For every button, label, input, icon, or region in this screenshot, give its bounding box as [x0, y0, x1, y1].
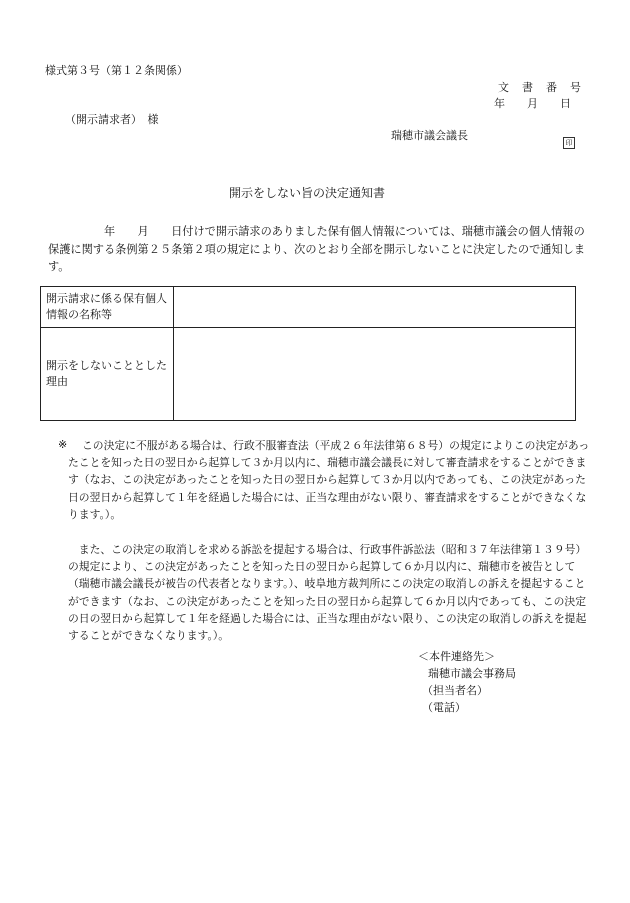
- seal-icon: 印: [563, 137, 575, 149]
- contact-phone: （電話）: [422, 701, 466, 714]
- intro-paragraph: 年 月 日付けで開示請求のありました保有個人情報については、瑞穂市議会の個人情報の保護に関する条例第２５条第２項の規定により、次のとおり全部を開示しないことに決定したので通知します。: [48, 225, 586, 273]
- table-value-reason: [174, 328, 576, 421]
- table-label-info-name: 開示請求に係る保有個人情報の名称等: [41, 287, 174, 328]
- contact-person: （担当者名）: [422, 684, 488, 697]
- seal-mark: [563, 130, 575, 149]
- table-row: [41, 287, 576, 328]
- note-paragraph-appeal: この決定に不服がある場合は、行政不服審査法（平成２６年法律第６８号）の規定によりこの決定があったことを知った日の翌日から起算して３か月以内に、瑞穂市議会議長に対して審査請求をすることができます（なお、この決定があったことを知った日の翌日から起算して３か月以内であっても、この決定があった日の翌日から起算して１年を経過した場合には、正当な理由がない限り、審査請求をすることができなくなります。）。: [68, 439, 590, 521]
- form-number: 様式第３号（第１２条関係）: [45, 64, 188, 77]
- date-label: 年 月 日: [494, 97, 571, 110]
- table-value-info-name: [174, 287, 576, 328]
- note-paragraph-lawsuit: また、この決定の取消しを求める訴訟を提起する場合は、行政事件訴訟法（昭和３７年法律第１３９号）の規定により、この決定があったことを知った日の翌日から起算して６か月以内に、瑞穂市を被告として（瑞穂市議会議長が被告の代表者となります。）、岐阜地方裁判所にこの決定の取消しの訴えを提起することができます（なお、この決定があったことを知った日の翌日から起算して６か月以内であっても、この決定の日の翌日から起算して１年を経過した場合には、正当な理由がない限り、この決定の取消しの訴えを提起することができなくなります。）。: [68, 543, 587, 643]
- info-table: [40, 286, 576, 421]
- contact-heading: ＜本件連絡先＞: [418, 650, 495, 663]
- requester-label: （開示請求者） 様: [65, 113, 159, 126]
- sender-name: 瑞穂市議会議長: [391, 129, 468, 142]
- note-mark: ※: [58, 438, 68, 451]
- table-row: [41, 328, 576, 421]
- contact-office: 瑞穂市議会事務局: [428, 667, 516, 680]
- document-title: 開示をしない旨の決定通知書: [229, 186, 386, 200]
- table-label-reason: 開示をしないこととした理由: [41, 328, 174, 421]
- document-number-label: 文 書 番 号: [498, 81, 582, 94]
